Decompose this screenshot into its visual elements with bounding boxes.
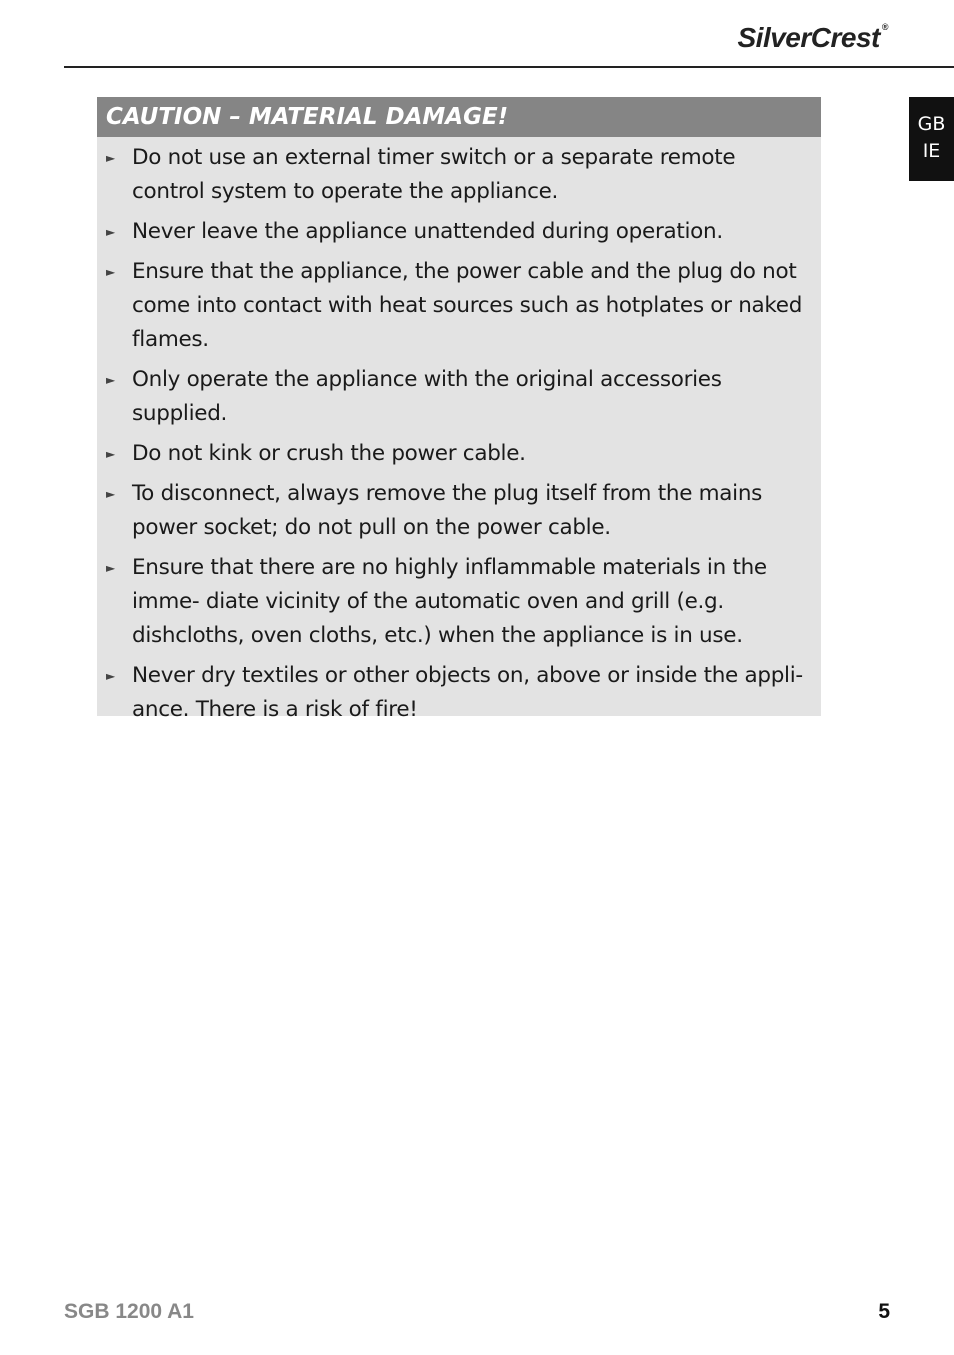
bullet-arrow-icon: ► [106, 669, 115, 683]
caution-item-text: Never leave the appliance unattended during operation. [132, 219, 723, 244]
caution-item [106, 437, 813, 471]
caution-item [106, 551, 813, 653]
caution-item-text: Ensure that there are no highly inflammable materials in the imme- diate vicinity of the automatic oven and grill (e.g. dishcloths, oven cloths, etc.) when the appliance is in use. [132, 555, 767, 648]
caution-item [106, 659, 813, 727]
caution-item [106, 255, 813, 357]
caution-item [106, 477, 813, 545]
language-code-ie: IE [922, 140, 941, 162]
caution-item-text: Ensure that the appliance, the power cable and the plug do not come into contact with heat sources such as hotplates or naked flames. [132, 259, 803, 352]
caution-item-text: Do not kink or crush the power cable. [132, 441, 526, 466]
bullet-arrow-icon: ► [106, 265, 115, 279]
bullet-arrow-icon: ► [106, 447, 115, 461]
bullet-arrow-icon: ► [106, 561, 115, 575]
header-divider [64, 66, 954, 68]
caution-item-text: Only operate the appliance with the original accessories supplied. [132, 367, 722, 426]
brand-logo [737, 22, 888, 54]
bullet-arrow-icon: ► [106, 225, 115, 239]
footer-model-name: SGB 1200 A1 [64, 1300, 194, 1323]
caution-item-text: To disconnect, always remove the plug itself from the mains power socket; do not pull on the power cable. [132, 481, 763, 540]
caution-title: CAUTION – MATERIAL DAMAGE! [97, 97, 821, 137]
language-tab [909, 97, 954, 181]
caution-item [106, 141, 813, 209]
page-number: 5 [878, 1300, 890, 1323]
registered-mark: ® [881, 22, 888, 32]
caution-item-text: Never dry textiles or other objects on, above or inside the appli- ance. There is a risk of fire! [132, 663, 803, 722]
caution-list [97, 137, 821, 727]
brand-name: SilverCrest [737, 22, 880, 53]
bullet-arrow-icon: ► [106, 487, 115, 501]
caution-item-text: Do not use an external timer switch or a separate remote control system to operate the appliance. [132, 145, 736, 204]
bullet-arrow-icon: ► [106, 373, 115, 387]
caution-item [106, 215, 813, 249]
language-code-gb: GB [917, 113, 946, 135]
bullet-arrow-icon: ► [106, 151, 115, 165]
caution-item [106, 363, 813, 431]
caution-box [97, 97, 821, 722]
